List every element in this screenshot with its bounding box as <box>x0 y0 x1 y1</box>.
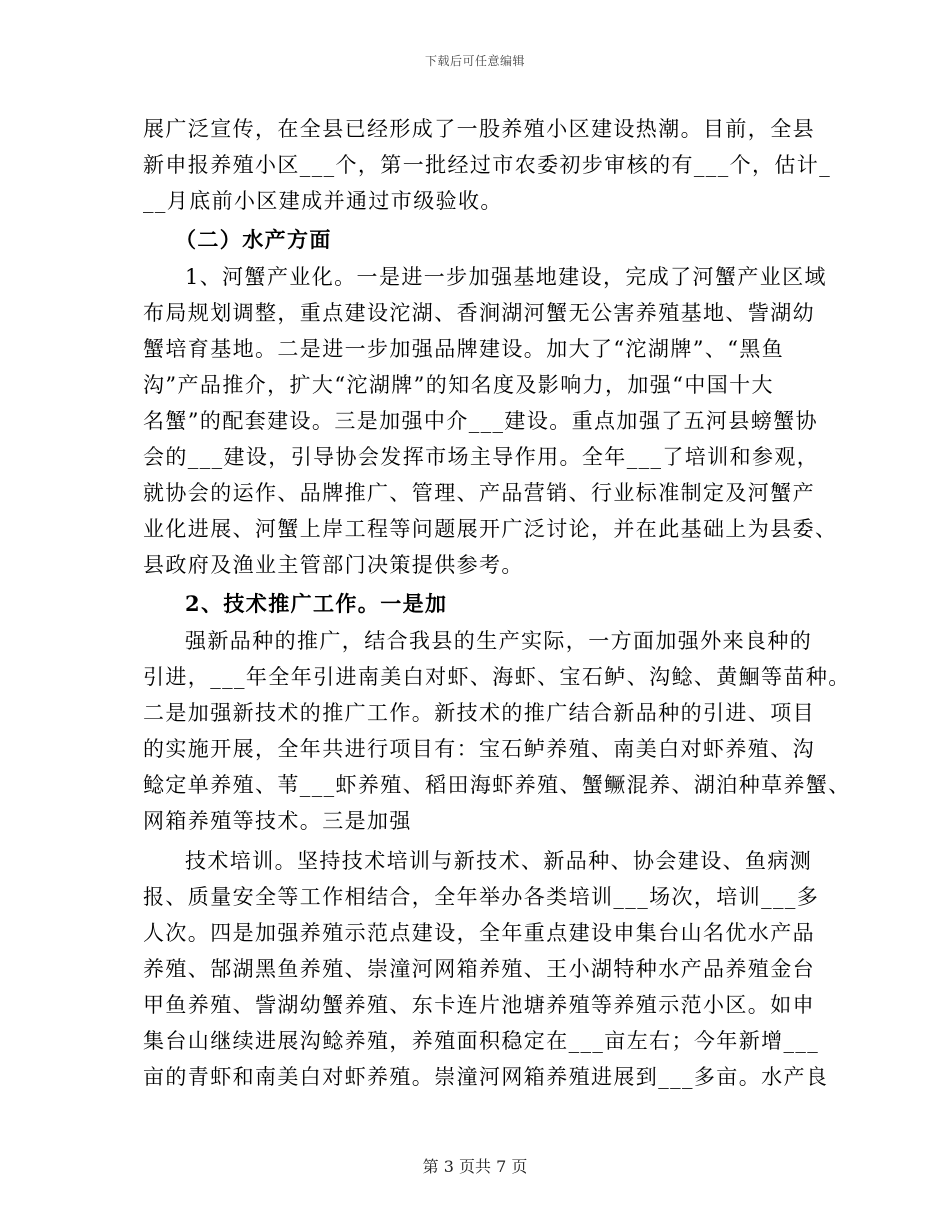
body-line: 网箱养殖等技术。三是加强 <box>143 809 412 833</box>
body-line: 就协会的运作、品牌推广、管理、产品营销、行业标准制定及河蟹产 <box>143 481 815 505</box>
page-number: 第 3 页共 7 页 <box>422 1157 528 1176</box>
paragraph-start: 技术培训。坚持技术培训与新技术、新品种、协会建设、鱼病测 <box>185 849 813 873</box>
body-line: 会的___建设，引导协会发挥市场主导作用。全年___了培训和参观， <box>143 445 820 469</box>
body-line: 的实施开展，全年共进行项目有：宝石鲈养殖、南美白对虾养殖、沟 <box>143 737 815 761</box>
body-line: 展广泛宣传，在全县已经形成了一股养殖小区建设热潮。目前，全县 <box>143 117 815 141</box>
subsection-heading: 2、技术推广工作。一是加 <box>185 591 448 616</box>
paragraph-start: 1、河蟹产业化。一是进一步加强基地建设，完成了河蟹产业区域 <box>185 265 827 289</box>
body-line: 名蟹”的配套建设。三是加强中介___建设。重点加强了五河县螃蟹协 <box>143 409 819 433</box>
body-line: 县政府及渔业主管部门决策提供参考。 <box>143 553 524 577</box>
body-line: 引进，___年全年引进南美白对虾、海虾、宝石鲈、沟鲶、黄鮰等苗种。 <box>143 665 851 689</box>
body-line: __月底前小区建成并通过市级验收。 <box>143 189 503 213</box>
body-line: 养殖、郜湖黑鱼养殖、崇潼河网箱养殖、王小湖特种水产品养殖金台 <box>143 957 815 981</box>
body-line: 布局规划调整，重点建设沱湖、香涧湖河蟹无公害养殖基地、訾湖幼 <box>143 301 815 325</box>
body-line: 蟹培育基地。二是进一步加强品牌建设。加大了“沱湖牌”、“黑鱼 <box>143 337 785 361</box>
body-line: 沟”产品推介，扩大“沱湖牌”的知名度及影响力，加强“中国十大 <box>143 373 774 397</box>
body-line: 业化进展、河蟹上岸工程等问题展开广泛讨论，并在此基础上为县委、 <box>143 517 838 541</box>
page-header: 下载后可任意编辑 <box>424 54 525 68</box>
body-line: 集台山继续进展沟鲶养殖，养殖面积稳定在___亩左右；今年新增___ <box>143 1029 820 1053</box>
section-heading: （二）水产方面 <box>175 227 332 252</box>
paragraph-start: 强新品种的推广，结合我县的生产实际，一方面加强外来良种的 <box>185 629 813 653</box>
body-line: 二是加强新技术的推广工作。新技术的推广结合新品种的引进、项目 <box>143 701 815 725</box>
body-line: 新申报养殖小区___个，第一批经过市农委初步审核的有___个，估计_ <box>143 153 832 177</box>
body-line: 亩的青虾和南美白对虾养殖。崇潼河网箱养殖进展到___多亩。水产良 <box>143 1065 829 1089</box>
body-line: 人次。四是加强养殖示范点建设，全年重点建设申集台山名优水产品 <box>143 921 815 945</box>
body-line: 报、质量安全等工作相结合，全年举办各类培训___场次，培训___多 <box>143 885 820 909</box>
body-line: 甲鱼养殖、訾湖幼蟹养殖、东卡连片池塘养殖等养殖示范小区。如申 <box>143 993 815 1017</box>
body-line: 鲶定单养殖、苇___虾养殖、稻田海虾养殖、蟹鳜混养、湖泊种草养蟹、 <box>143 773 851 797</box>
